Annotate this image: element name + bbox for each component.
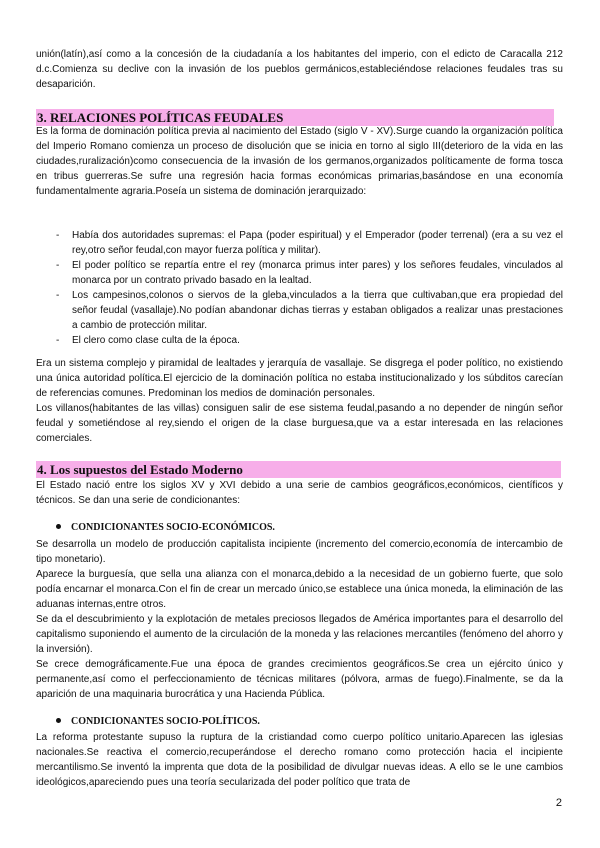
dash-bullet-icon: - xyxy=(56,335,60,346)
socio-economic-para-2: Aparece la burguesía, que sella una alianza con el monarca,debido a la necesidad de un gobierno fuerte, que solo podía encarnar el monarca.Con el fin de crear un mercado único,se establece una única moneda, la eliminación de las aduanas internas,entre otros. xyxy=(36,569,563,610)
section-3-intro-block xyxy=(36,124,563,199)
socio-political-block xyxy=(36,730,563,790)
socio-economic-title: CONDICIONANTES SOCIO-ECONÓMICOS. xyxy=(71,522,275,533)
list-item-text: Había dos autoridades supremas: el Papa (poder espiritual) y el Emperador (poder terrenal) (era a su vez el rey,otro señor feudal,con mayor fuerza política y militar). xyxy=(72,230,563,256)
intro-block xyxy=(36,47,563,92)
socio-economic-para-4: Se crece demográficamente.Fue una época de grandes crecimientos geográficos.Se crea un ejército único y permanente,así como el perfeccionamiento de técnicas militares (pólvora, armas de fuego).Finalmente, se da la aparición de una maquinaria burocrática y una Hacienda Pública. xyxy=(36,659,563,700)
list-item-text: El poder político se repartía entre el rey (monarca primus inter pares) y los señores feudales, vinculados al monarca por un contrato privado basado en la lealtad. xyxy=(72,260,563,286)
list-item xyxy=(36,333,563,348)
dash-bullet-icon: - xyxy=(56,260,60,271)
section-4-intro: El Estado nació entre los siglos XV y XVI debido a una serie de cambios geográficos,económicos, científicos y técnicos. Se dan una serie de condicionantes: xyxy=(36,480,563,506)
bullet-icon xyxy=(56,524,61,529)
list-item-text: El clero como clase culta de la época. xyxy=(72,335,240,346)
feudal-list xyxy=(36,228,563,348)
intro-paragraph: unión(latín),así como a la concesión de la ciudadanía a los habitantes del imperio, con el edicto de Caracalla 212 d.c.Comienza su declive con la invasión de los pueblos germánicos,estableciéndose relaciones feudales tras su desaparición. xyxy=(36,49,563,90)
socio-economic-block xyxy=(36,537,563,702)
socio-economic-subheading xyxy=(56,521,275,535)
section-3-para-1: Era un sistema complejo y piramidal de lealtades y jerarquía de vasallaje. Se disgrega el poder político, no existiendo una única autoridad política.El ejercicio de la dominación política no estaba institucionalizado y los súbditos carecían de referencias comunes. Predominan los medios de dominación personales. xyxy=(36,358,563,399)
section-3-para-2: Los villanos(habitantes de las villas) consiguen salir de ese sistema feudal,pasando a no depender de ningún señor feudal y sometiéndose al rey,siendo el origen de la clase burguesa,que va a estar interesada en las relaciones comerciales. xyxy=(36,403,563,444)
list-item xyxy=(36,258,563,288)
section-3-intro: Es la forma de dominación política previa al nacimiento del Estado (siglo V - XV).Surge cuando la organización política del Imperio Romano comienza un proceso de disolución que se inicia en torno al siglo III(deterioro de la vida en las ciudades,ruralización)como consecuencia de la invasión de los germanos,organizados políticamente de forma tosca en tribus guerreras.Se sufre una regresión hacia formas económicas primarias,basándose en una economía fundamentalmente agraria.Poseía un sistema de dominación jerarquizado: xyxy=(36,126,563,197)
socio-economic-para-1: Se desarrolla un modelo de producción capitalista incipiente (incremento del comercio,economía de intercambio de tipo monetario). xyxy=(36,539,563,565)
socio-political-title: CONDICIONANTES SOCIO-POLÍTICOS. xyxy=(71,716,260,727)
list-item xyxy=(36,288,563,333)
bullet-icon xyxy=(56,718,61,723)
page-number: 2 xyxy=(555,797,562,809)
socio-political-para: La reforma protestante supuso la ruptura de la cristiandad como cuerpo político unitario.Aparecen las iglesias nacionales.Se reactiva el comercio,recuperándose el derecho romano como protección hacia el incipiente mercantilismo.Se inventó la imprenta que dota de la posibilidad de divulgar nuevas ideas. A ello se le une cambios ideológicos,apareciendo pues una teoría secularizada del poder político que trata de xyxy=(36,732,563,788)
section-3-conclusion-block xyxy=(36,356,563,446)
section-4-heading: 4. Los supuestos del Estado Moderno xyxy=(36,461,561,478)
socio-economic-para-3: Se da el descubrimiento y la explotación de metales preciosos llegados de América importantes para el desarrollo del capitalismo suponiendo el aumento de la circulación de la moneda y las relaciones mercantiles (fenómeno del ahorro y la inversión). xyxy=(36,614,563,655)
list-item xyxy=(36,228,563,258)
dash-bullet-icon: - xyxy=(56,230,60,241)
list-item-text: Los campesinos,colonos o siervos de la gleba,vinculados a la tierra que cultivaban,que era propiedad del señor feudal (vasallaje).No podían abandonar dichas tierras y estaban obligados a realizar unas prestaciones a cambio de protección militar. xyxy=(72,290,563,331)
dash-bullet-icon: - xyxy=(56,290,60,301)
socio-political-subheading xyxy=(56,715,260,729)
section-4-intro-block xyxy=(36,478,563,508)
section-3-heading: 3. RELACIONES POLÍTICAS FEUDALES xyxy=(36,109,554,126)
